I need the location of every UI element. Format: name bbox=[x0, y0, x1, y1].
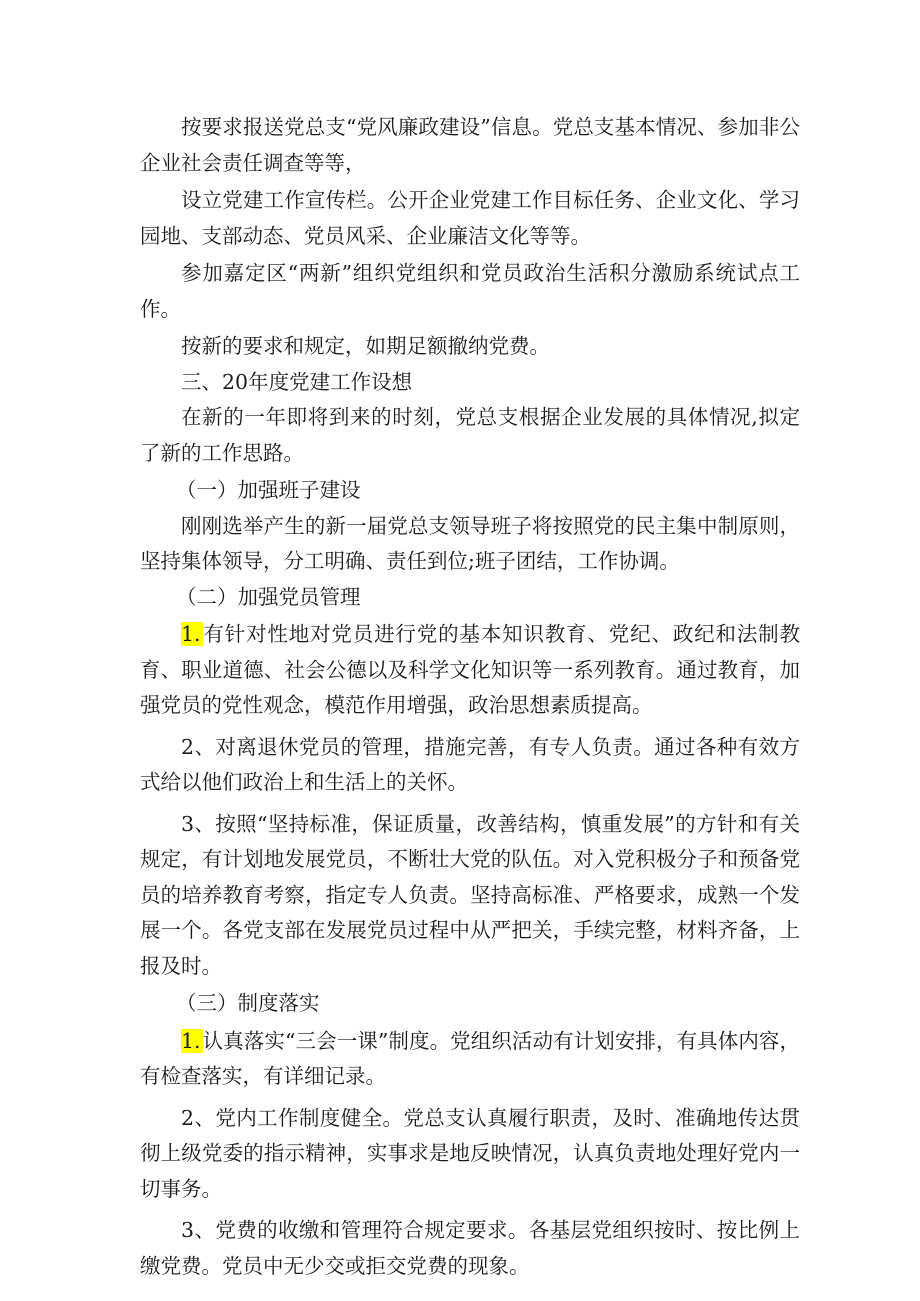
paragraph-text: 有针对性地对党员进行党的基本知识教育、党纪、政纪和法制教育、职业道德、社会公德以及科学文化知识等一系列教育。通过教育，加强党员的党性观念，模范作用增强，政治思想素质提高。 bbox=[140, 622, 800, 717]
paragraph-report-info: 按要求报送党总支“党风廉政建设”信息。党总支基本情况、参加非公企业社会责任调查等等， bbox=[140, 115, 800, 175]
document-body bbox=[140, 110, 800, 1284]
highlighted-list-marker: 1. bbox=[181, 622, 201, 646]
subheading-system-implementation: （三）制度落实 bbox=[176, 991, 320, 1015]
paragraph-member-development: 3、按照“坚持标准，保证质量，改善结构，慎重发展”的方针和有关规定，有计划地发展党员，不断壮大党的队伍。对入党积极分子和预备党员的培养教育考察，指定专人负责。坚持高标准、严格要求，成熟一个发展一个。各党支部在发展党员过程中从严把关，手续完整，材料齐备，上报及时。 bbox=[140, 811, 800, 978]
subheading-member-management: （二）加强党员管理 bbox=[176, 584, 361, 609]
subheading-team-building: （一）加强班子建设 bbox=[176, 478, 361, 502]
paragraph-dues-management: 3、党费的收缴和管理符合规定要求。各基层党组织按时、按比例上缴党费。党员中无少交或拒交党费的现象。 bbox=[140, 1218, 800, 1278]
paragraph-new-year-plan: 在新的一年即将到来的时刻，党总支根据企业发展的具体情况,拟定了新的工作思路。 bbox=[140, 405, 800, 465]
section-heading-plan: 三、20年度党建工作设想 bbox=[181, 369, 413, 394]
paragraph-party-dues-payment: 按新的要求和规定，如期足额撤纳党费。 bbox=[181, 334, 550, 358]
paragraph-retired-members: 2、对离退休党员的管理，措施完善，有专人负责。通过各种有效方式给以他们政治上和生活上的关怀。 bbox=[140, 734, 800, 794]
paragraph-leadership: 刚刚选举产生的新一届党总支领导班子将按照党的民主集中制原则，坚持集体领导，分工明确、责任到位;班子团结，工作协调。 bbox=[140, 513, 800, 573]
paragraph-three-meetings bbox=[140, 1024, 800, 1095]
paragraph-bulletin-board: 设立党建工作宣传栏。公开企业党建工作目标任务、企业文化、学习园地、支部动态、党员风采、企业廉洁文化等等。 bbox=[140, 188, 800, 248]
paragraph-points-system: 参加嘉定区“两新”组织党组织和党员政治生活积分激励系统试点工作。 bbox=[140, 261, 800, 321]
paragraph-work-system: 2、党内工作制度健全。党总支认真履行职责，及时、准确地传达贯彻上级党委的指示精神，实事求是地反映情况，认真负责地处理好党内一切事务。 bbox=[140, 1105, 800, 1201]
paragraph-text: 认真落实“三会一课”制度。党组织活动有计划安排，有具体内容，有检查落实，有详细记录。 bbox=[140, 1028, 800, 1088]
highlighted-list-marker: 1. bbox=[181, 1028, 201, 1053]
paragraph-member-education bbox=[140, 617, 800, 724]
